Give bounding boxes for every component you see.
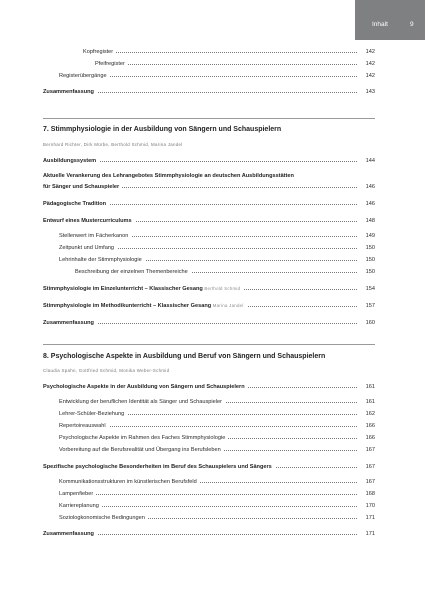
toc-entry[interactable] <box>43 529 375 539</box>
toc-entry-page: 166 <box>360 421 375 431</box>
leader-dots <box>59 505 357 507</box>
toc-entry[interactable] <box>43 182 375 192</box>
toc-subentry[interactable] <box>59 513 375 523</box>
toc-entry[interactable] <box>43 87 375 97</box>
leader-dots <box>59 493 357 495</box>
toc-subentry[interactable] <box>59 433 375 443</box>
toc-entry-page: 143 <box>360 87 375 97</box>
toc-entry-page: 166 <box>360 433 375 443</box>
toc-entry-page: 161 <box>360 397 375 407</box>
toc-entry-text: Zusammenfassung <box>43 529 97 539</box>
toc-entry-page: 142 <box>360 47 375 57</box>
toc-entry-text: Pädagogische Tradition <box>43 199 109 209</box>
toc-entry-text: Zusammenfassung <box>43 87 97 97</box>
toc-entry-page: 161 <box>360 382 375 392</box>
toc-entry-page: 160 <box>360 318 375 328</box>
toc-subentry[interactable] <box>59 255 375 265</box>
chapter-title[interactable]: 8. Psychologische Aspekte in Ausbildung und Beruf von Sängern und Schauspielern <box>43 353 326 360</box>
toc-entry-with-author <box>43 301 247 311</box>
toc-entry-text: Beschreibung der einzelnen Themenbereiche <box>75 267 191 277</box>
toc-entry-page: 171 <box>360 513 375 523</box>
leader-dots <box>83 51 357 53</box>
toc-entry-author: Marina Jandel <box>212 303 244 308</box>
toc-subentry[interactable] <box>59 231 375 241</box>
toc-subentry[interactable] <box>59 243 375 253</box>
chapter-authors <box>43 140 375 150</box>
toc-entry-text: Pfeifregister <box>95 59 128 69</box>
toc-entry-text: Psychologische Aspekte in der Ausbildung von Sängern und Schauspielern <box>43 382 248 392</box>
chapter-title[interactable]: 7. Stimmphysiologie in der Ausbildung von Sängern und Schauspielern <box>43 126 282 133</box>
toc-entry-text: für Sänger und Schauspieler <box>43 182 122 192</box>
toc-entry-page: 162 <box>360 409 375 419</box>
header-page-number: 9 <box>410 21 414 28</box>
toc-subentry[interactable] <box>59 397 375 407</box>
toc-entry[interactable] <box>43 318 375 328</box>
toc-entry[interactable] <box>43 171 375 181</box>
chapter-authors <box>43 366 375 376</box>
toc-entry-text: Registerübergänge <box>59 71 110 81</box>
toc-subentry[interactable] <box>59 409 375 419</box>
toc-entry[interactable] <box>43 301 375 311</box>
toc-entry-text: Kommunikationsstrukturen im künstlerischen Berufsfeld <box>59 477 200 487</box>
toc-entry[interactable] <box>43 284 375 294</box>
header-tab <box>355 0 425 40</box>
toc-subentry[interactable] <box>59 445 375 455</box>
toc-entry[interactable] <box>95 59 375 69</box>
toc-entry-text: Zusammenfassung <box>43 318 97 328</box>
toc-entry-page: 167 <box>360 445 375 455</box>
toc-entry-text: Kopfregister <box>83 47 116 57</box>
running-header <box>0 0 425 40</box>
toc-entry-text: Stimmphysiologie im Methodikunterricht – Klassischer Gesang <box>43 303 212 309</box>
authors-text: Bernhard Richter, Dirk Mürbe, Berthold Schmid, Marina Jandel <box>43 140 186 150</box>
toc-entry-text: Stellenwert im Fächerkanon <box>59 231 131 241</box>
toc-subentry[interactable] <box>59 489 375 499</box>
toc-entry-text: Karriereplanung <box>59 501 102 511</box>
toc-entry[interactable] <box>83 47 375 57</box>
toc-entry-text: Aktuelle Verankerung des Lehrangebotes Stimmphysiologie an deutschen Ausbildungsstätten <box>43 171 297 181</box>
toc-subentry[interactable] <box>59 477 375 487</box>
toc-entry-page: 149 <box>360 231 375 241</box>
toc-entry-text: Spezifische psychologische Besonderheiten im Beruf des Schauspielers und Sängers <box>43 462 275 472</box>
toc-entry-page: 146 <box>360 182 375 192</box>
toc-entry[interactable] <box>43 216 375 226</box>
toc-entry-page: 167 <box>360 462 375 472</box>
toc-entry-page: 170 <box>360 501 375 511</box>
toc-entry[interactable] <box>43 156 375 166</box>
authors-text: Claudia Spahn, Gottfried Schmid, Monika Weber-Schmid <box>43 366 172 376</box>
chapter-divider <box>43 344 375 345</box>
chapter-divider <box>43 118 375 119</box>
toc-entry-text: Lehrer-Schüler-Beziehung <box>59 409 127 419</box>
toc-entry-text: Psychologische Aspekte im Rahmen des Faches Stimmphysiologie <box>59 433 228 443</box>
leader-dots <box>95 63 357 65</box>
toc-entry-text: Ausbildungssystem <box>43 156 99 166</box>
toc-entry-text: Zeitpunkt und Umfang <box>59 243 117 253</box>
toc-entry-text: Soziologkonomische Bedingungen <box>59 513 148 523</box>
toc-entry-page: 167 <box>360 477 375 487</box>
header-title: Inhalt <box>372 21 388 28</box>
toc-entry[interactable] <box>43 199 375 209</box>
toc-entry-page: 142 <box>360 71 375 81</box>
toc-entry-text: Lampenfieber <box>59 489 96 499</box>
toc-entry-text: Entwurf eines Mustercurriculums <box>43 216 135 226</box>
toc-entry[interactable] <box>59 71 375 81</box>
toc-entry-page: 150 <box>360 267 375 277</box>
toc-entry-text: Repertoireauswahl <box>59 421 109 431</box>
toc-entry-text: Stimmphysiologie im Einzelunterricht – Klassischer Gesang <box>43 286 203 292</box>
toc-entry-page: 171 <box>360 529 375 539</box>
toc-subentry[interactable] <box>75 267 375 277</box>
toc-entry-page: 146 <box>360 199 375 209</box>
toc-entry-page: 142 <box>360 59 375 69</box>
toc-entry-page: 144 <box>360 156 375 166</box>
toc-entry-author: Berthold Schmid <box>204 286 241 291</box>
toc-entry-page: 168 <box>360 489 375 499</box>
toc-entry-with-author <box>43 284 243 294</box>
toc-entry-page: 157 <box>360 301 375 311</box>
toc-entry-text: Entwicklung der beruflichen Identität als Sänger und Schauspieler <box>59 397 225 407</box>
toc-entry-text: Lehrinhalte der Stimmphysiologie <box>59 255 145 265</box>
toc-subentry[interactable] <box>59 421 375 431</box>
toc-subentry[interactable] <box>59 501 375 511</box>
toc-entry[interactable] <box>43 462 375 472</box>
toc-entry-page: 154 <box>360 284 375 294</box>
toc-entry-page: 148 <box>360 216 375 226</box>
toc-entry[interactable] <box>43 382 375 392</box>
toc-entry-page: 150 <box>360 255 375 265</box>
toc-entry-page: 150 <box>360 243 375 253</box>
toc-entry-text: Vorbereitung auf die Berufsrealität und Übergang ins Berufsleben <box>59 445 224 455</box>
